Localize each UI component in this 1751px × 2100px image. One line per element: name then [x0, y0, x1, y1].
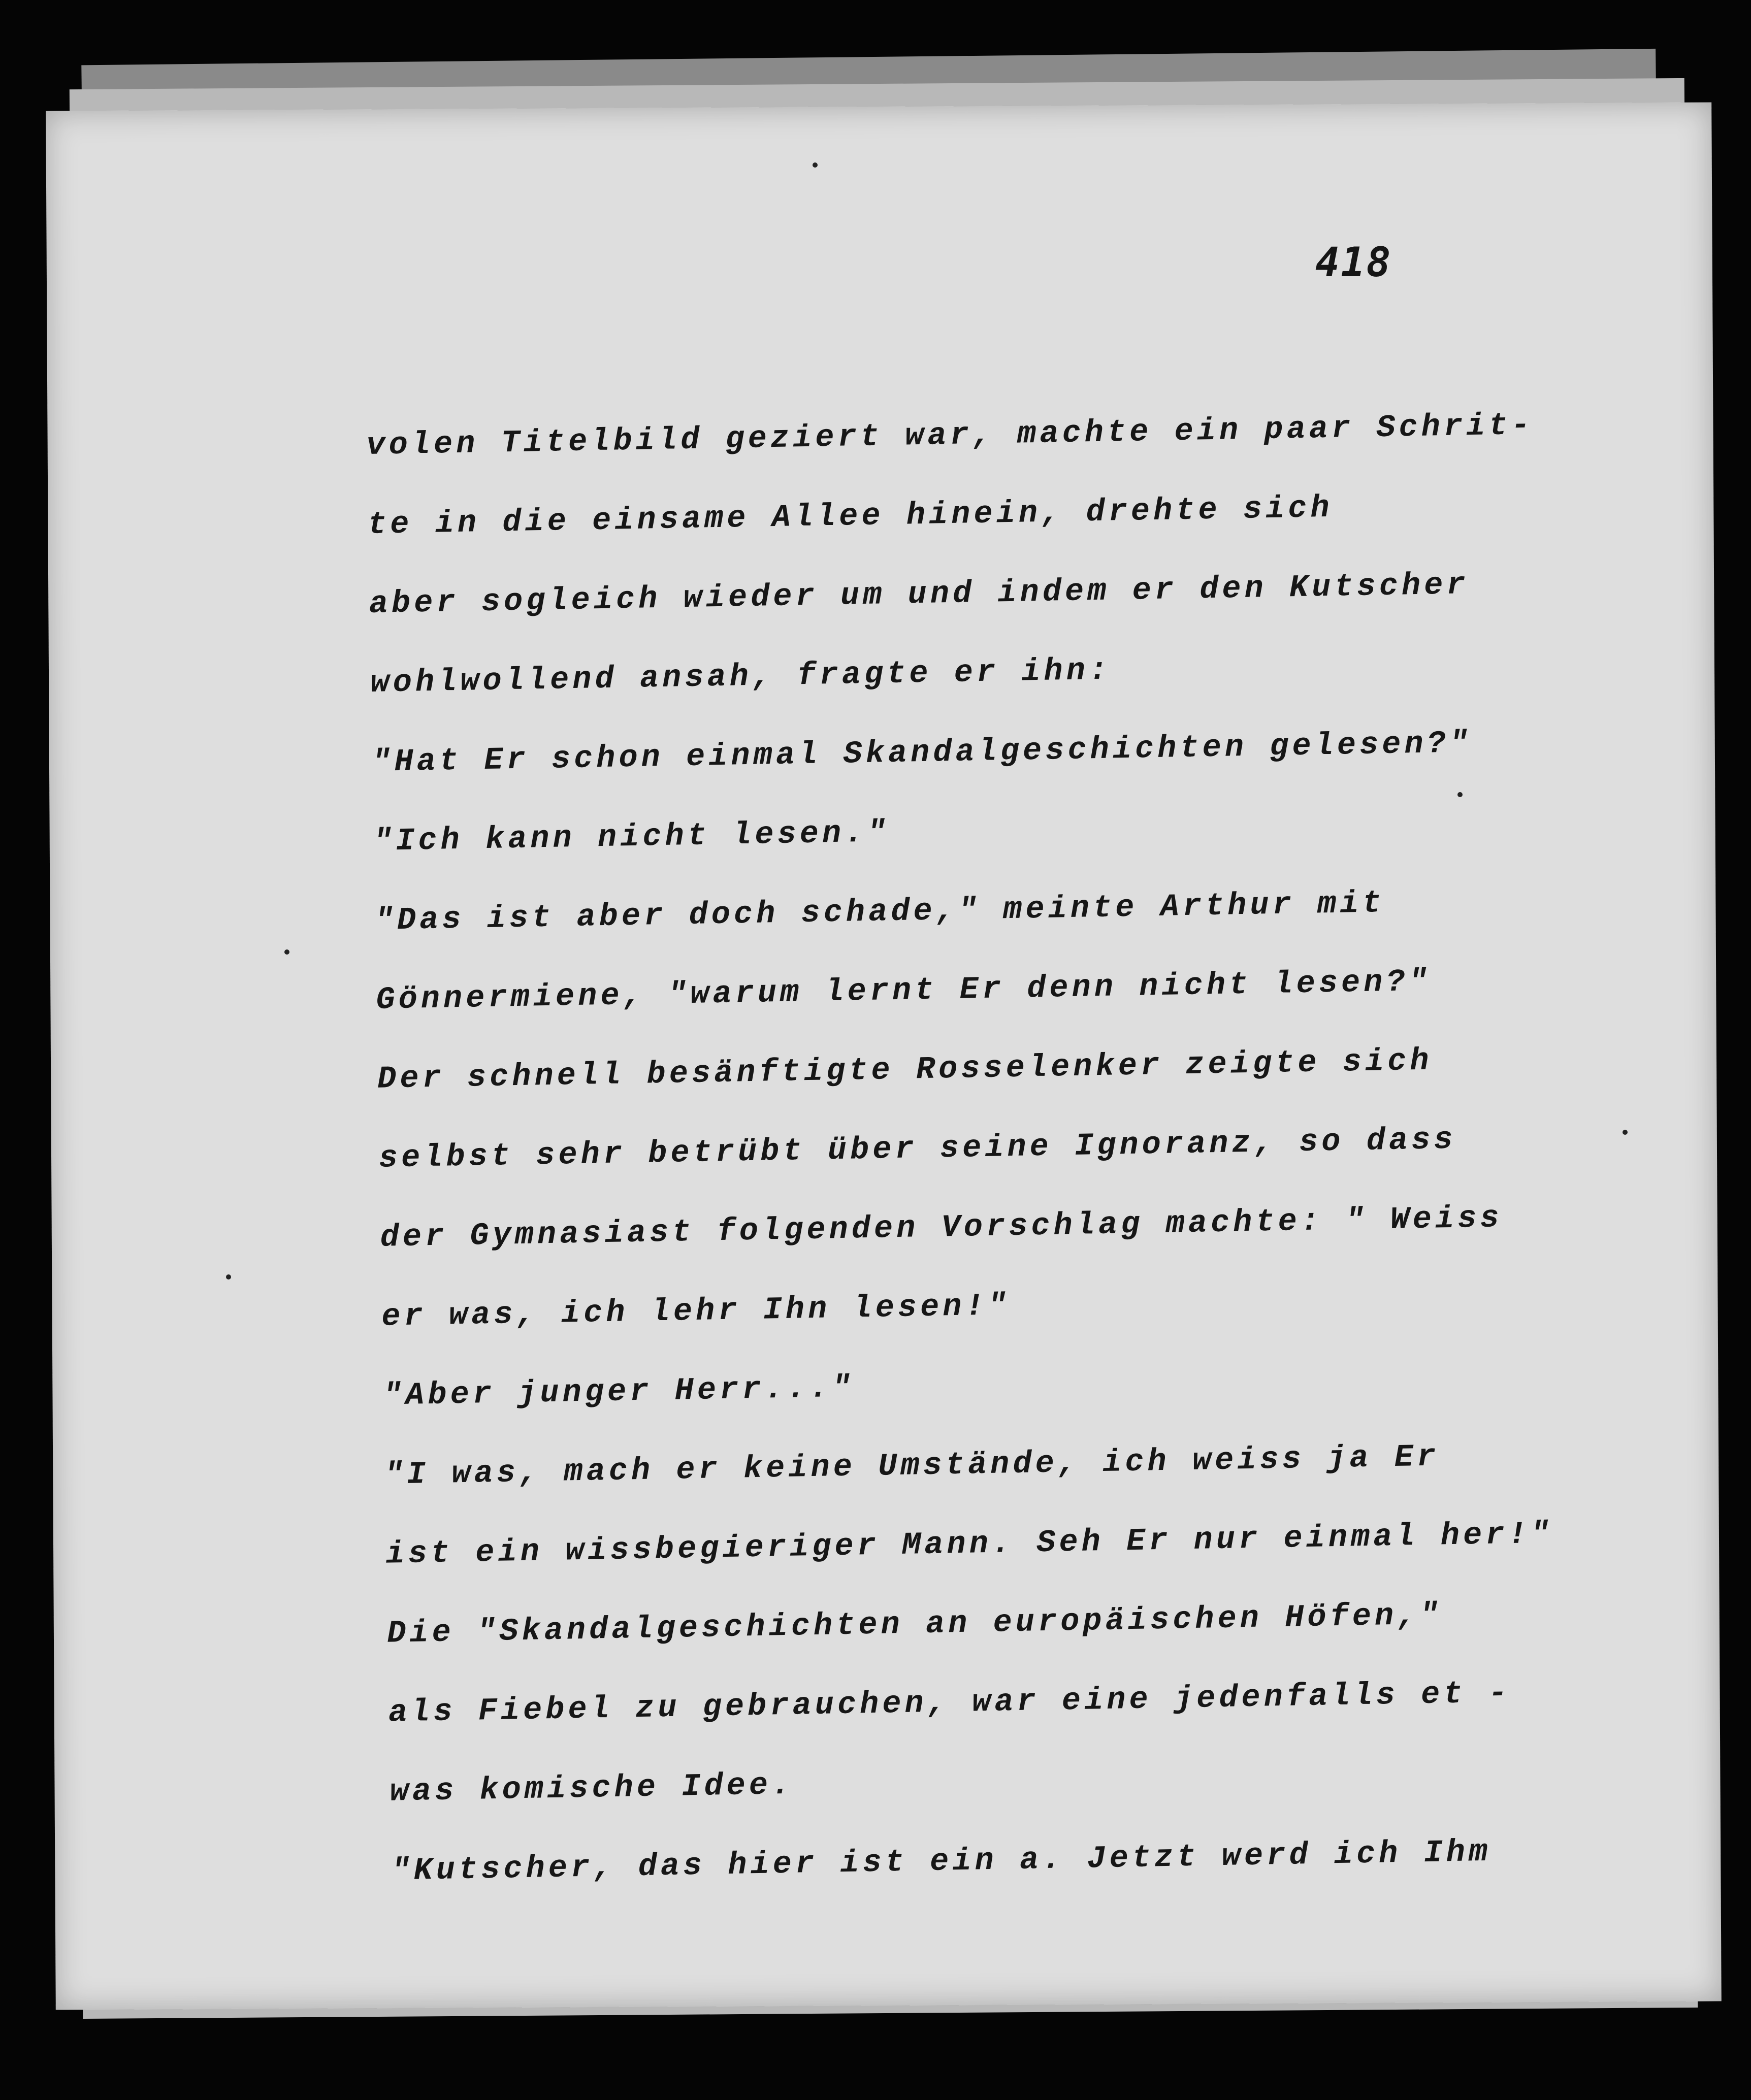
text-line: volen Titelbild geziert war, machte ein paar Schrit- [366, 407, 1534, 464]
text-line: te in die einsame Allee hinein, drehte sich [367, 489, 1334, 543]
text-line: Gönnermiene, "warum lernt Er denn nicht lesen?" [375, 963, 1432, 1018]
ink-speck [226, 1274, 231, 1279]
text-line: "I was, mach er keine Umstände, ich weiss ja Er [384, 1438, 1440, 1493]
text-line: ist ein wissbegieriger Mann. Seh Er nur einmal her!" [385, 1516, 1553, 1572]
page-number: 418 [1315, 239, 1392, 286]
typewritten-text [366, 384, 1661, 1911]
text-line: "Aber junger Herr..." [382, 1369, 855, 1414]
text-line: Der schnell besänftigte Rosselenker zeigte sich [377, 1042, 1433, 1097]
ink-speck [1457, 792, 1463, 797]
text-line: selbst sehr betrübt über seine Ignoranz, so dass [378, 1121, 1457, 1176]
text-line: "Hat Er schon einmal Skandalgeschichten gelesen?" [371, 725, 1472, 780]
text-line: aber sogleich wieder um und indem er den Kutscher [369, 567, 1470, 622]
text-line: was komische Idee. [390, 1766, 794, 1810]
text-line: der Gymnasiast folgenden Vorschlag machte: " Weiss [379, 1200, 1503, 1256]
text-line: "Kutscher, das hier ist ein a. Jetzt werd ich Ihm [391, 1833, 1491, 1889]
text-line: wohlwollend ansah, fragte er ihn: [370, 652, 1112, 701]
ink-speck [1623, 1130, 1628, 1135]
text-line: "Das ist aber doch schade," meinte Arthur mit [374, 885, 1385, 939]
text-line: er was, ich lehr Ihn lesen!" [381, 1288, 1011, 1335]
text-line: "Ich kann nicht lesen." [373, 814, 890, 860]
text-line: Die "Skandalgeschichten an europäischen Höfen," [386, 1597, 1443, 1652]
ink-speck [284, 949, 289, 955]
text-line: als Fiebel zu gebrauchen, war eine jedenfalls et - [388, 1675, 1511, 1731]
ink-speck [813, 162, 818, 168]
